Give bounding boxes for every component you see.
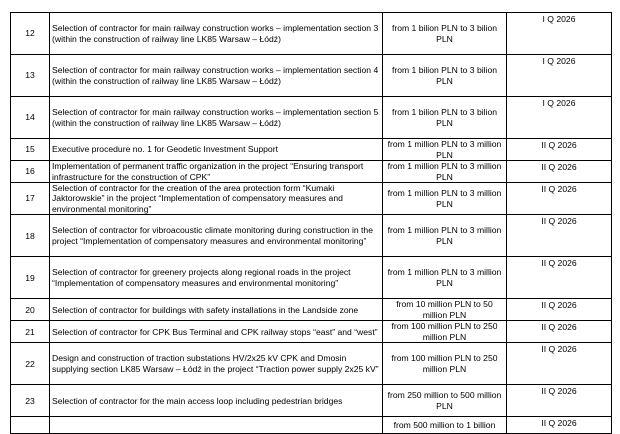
row-date: II Q 2026 [507,343,612,385]
row-date: II Q 2026 [507,257,612,299]
table-row [11,343,612,385]
row-description: Selection of contractor for main railway construction works – implementation section 4 (within the construction of railway line LK85 Warsaw – Łódź) [50,55,383,97]
row-description: Selection of contractor for main railway construction works – implementation section 5 (within the construction of railway line LK85 Warsaw – Łódź) [50,97,383,139]
table-row [11,97,612,139]
table-row [11,161,612,183]
row-value: from 10 million PLN to 50 million PLN [383,299,507,321]
row-value: from 500 million to 1 billion [383,417,507,434]
row-date: II Q 2026 [507,215,612,257]
row-value: from 100 million PLN to 250 million PLN [383,343,507,385]
row-description: Selection of contractor for the creation of the area protection form “Kumaki Jaktorowskie” in the project “Implementation of compensatory measures and environmental monitoring” [50,183,383,215]
row-value: from 1 million PLN to 3 million PLN [383,215,507,257]
row-description [50,417,383,434]
row-number: 16 [11,161,50,183]
table-row [11,299,612,321]
row-date: II Q 2026 [507,299,612,321]
row-value: from 1 million PLN to 3 million PLN [383,139,507,161]
row-number: 12 [11,13,50,55]
row-date: II Q 2026 [507,321,612,343]
table-row [11,13,612,55]
row-description: Selection of contractor for CPK Bus Terminal and CPK railway stops “east” and “west” [50,321,383,343]
table-row [11,321,612,343]
row-date: I Q 2026 [507,13,612,55]
table-row [11,215,612,257]
table-row [11,139,612,161]
table-row [11,385,612,417]
row-description: Implementation of permanent traffic organization in the project “Ensuring transport infrastructure for the construction of CPK” [50,161,383,183]
row-number: 17 [11,183,50,215]
row-date: II Q 2026 [507,161,612,183]
row-value: from 1 bilion PLN to 3 bilion PLN [383,97,507,139]
row-date: II Q 2026 [507,417,612,434]
tender-table [10,12,612,434]
row-date: II Q 2026 [507,385,612,417]
table-row [11,183,612,215]
row-value: from 1 bilion PLN to 3 bilion PLN [383,13,507,55]
row-value: from 1 million PLN to 3 million PLN [383,161,507,183]
row-description: Executive procedure no. 1 for Geodetic Investment Support [50,139,383,161]
table-row [11,257,612,299]
row-description: Selection of contractor for the main access loop including pedestrian bridges [50,385,383,417]
row-value: from 100 million PLN to 250 million PLN [383,321,507,343]
row-number: 22 [11,343,50,385]
table-row [11,55,612,97]
table-row [11,417,612,434]
row-description: Design and construction of traction substations HV/2x25 kV CPK and Dmosin supplying section LK85 Warsaw – Łódź in the project “Traction power supply 2x25 kV” [50,343,383,385]
row-description: Selection of contractor for vibroacoustic climate monitoring during construction in the project “Implementation of compensatory measures and environmental monitoring” [50,215,383,257]
row-value: from 1 bilion PLN to 3 bilion PLN [383,55,507,97]
row-number: 21 [11,321,50,343]
row-date: I Q 2026 [507,97,612,139]
row-date: II Q 2026 [507,139,612,161]
row-value: from 250 million to 500 million PLN [383,385,507,417]
row-value: from 1 million PLN to 3 million PLN [383,257,507,299]
row-value: from 1 million PLN to 3 million PLN [383,183,507,215]
row-number: 20 [11,299,50,321]
row-description: Selection of contractor for greenery projects along regional roads in the project “Implementation of compensatory measures and environmental monitoring” [50,257,383,299]
row-number: 18 [11,215,50,257]
row-number: 19 [11,257,50,299]
tender-schedule [10,12,612,434]
row-number: 13 [11,55,50,97]
row-number: 14 [11,97,50,139]
row-date: I Q 2026 [507,55,612,97]
row-description: Selection of contractor for buildings with safety installations in the Landside zone [50,299,383,321]
row-number: 15 [11,139,50,161]
row-number [11,417,50,434]
row-date: II Q 2026 [507,183,612,215]
row-description: Selection of contractor for main railway construction works – implementation section 3 (within the construction of railway line LK85 Warsaw – Łódź) [50,13,383,55]
row-number: 23 [11,385,50,417]
